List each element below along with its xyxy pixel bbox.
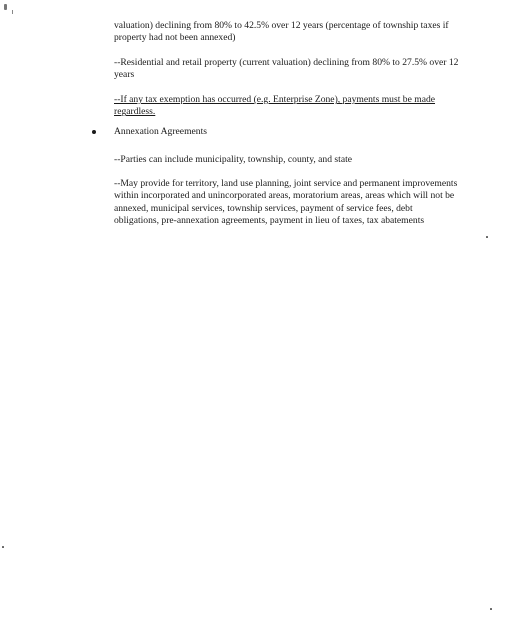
bullet-dot-icon: [92, 130, 96, 134]
sub-item-may-provide: --May provide for territory, land use planning, joint service and permanent improvements within incorporated and unincorporated areas, moratorium areas, areas which will not be annexed, municipal services, township services, payment of service fees, debt obligations, pre-annexation agreements, payment in lieu of taxes, tax abatements: [114, 178, 458, 227]
bullet-annexation-agreements: [92, 126, 472, 140]
paragraph-valuation-decline: valuation) declining from 80% to 42.5% over 12 years (percentage of township taxes if property had not been annexed): [114, 20, 449, 44]
paragraph-tax-exemption: --If any tax exemption has occurred (e.g. Enterprise Zone), payments must be made regardless.: [114, 94, 436, 118]
paragraph-residential-retail: --Residential and retail property (current valuation) declining from 80% to 27.5% over 12 years: [114, 57, 459, 81]
bullet-label: Annexation Agreements: [114, 126, 207, 137]
sub-item-parties: --Parties can include municipality, township, county, and state: [114, 154, 353, 165]
